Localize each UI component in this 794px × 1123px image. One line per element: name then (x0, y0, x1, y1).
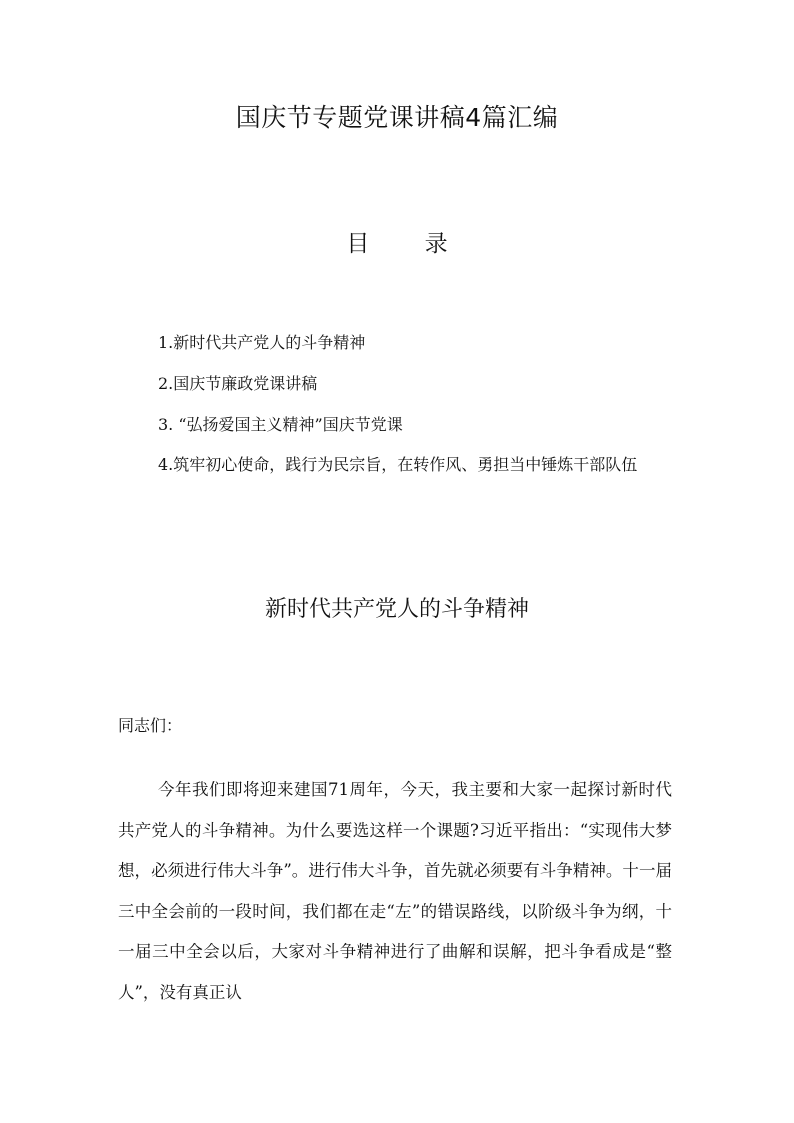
toc-item-4: 4.筑牢初心使命，践行为民宗旨，在转作风、勇担当中锤炼干部队伍 (158, 455, 638, 474)
table-of-contents (118, 322, 668, 484)
section-title: 新时代共产党人的斗争精神 (264, 597, 529, 622)
toc-item-1: 1.新时代共产党人的斗争精神 (158, 333, 366, 352)
toc-item-3: 3. “弘扬爱国主义精神”国庆节党课 (158, 415, 403, 434)
salutation: 同志们： (118, 716, 183, 735)
toc-item-2: 2.国庆节廉政党课讲稿 (158, 374, 318, 393)
body-paragraph: 今年我们即将迎来建国71周年，今天，我主要和大家一起探讨新时代共产党人的斗争精神。为什么要选这样一个课题?习近平指出：“实现伟大梦想，必须进行伟大斗争”。进行伟大斗争，首先就必须要有斗争精神。十一届三中全会前的一段时间，我们都在走“左”的错误路线，以阶级斗争为纲，十一届三中全会以后，大家对斗争精神进行了曲解和误解，把斗争看成是“整人”，没有真正认 (118, 780, 672, 1002)
toc-heading: 目 录 (346, 231, 472, 257)
document-title: 国庆节专题党课讲稿4篇汇编 (235, 103, 559, 132)
